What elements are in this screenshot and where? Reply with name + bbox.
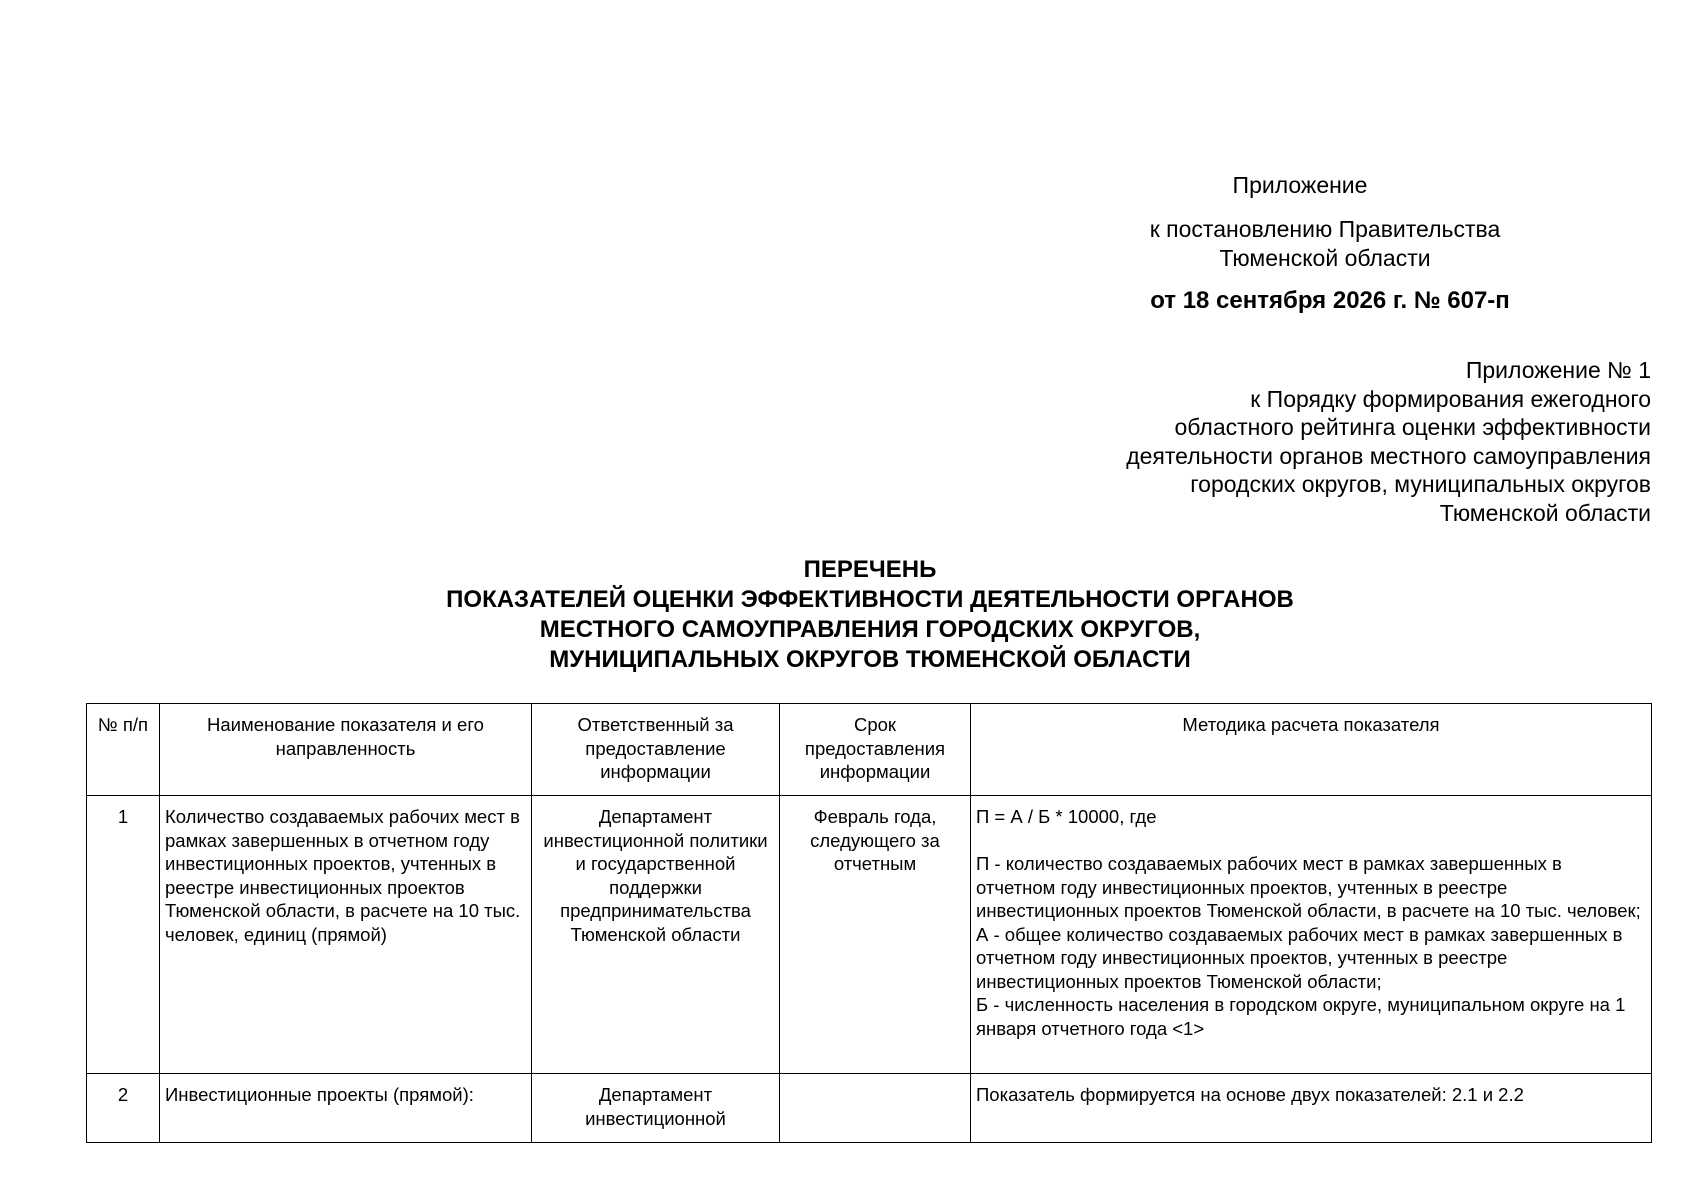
indicators-table	[86, 703, 1652, 1143]
calculation-method: Показатель формируется на основе двух показателей: 2.1 и 2.2	[971, 1074, 1652, 1143]
formula: П = А / Б * 10000, где	[976, 806, 1157, 827]
deadline: Февраль года, следующего за отчетным	[780, 796, 971, 1074]
column-header-method: Методика расчета показателя	[971, 704, 1652, 796]
responsible-department: Департамент инвестиционной	[532, 1074, 780, 1143]
resolution-line: Тюменской области	[1219, 245, 1431, 271]
appendix-line: Тюменской области	[1439, 499, 1651, 526]
appendix-line: Приложение № 1	[1465, 357, 1651, 383]
table-row	[87, 1074, 1652, 1143]
responsible-department: Департамент инвестиционной политики и государственной поддержки предпринимательства Тюменской области	[532, 796, 780, 1074]
title-line: ПОКАЗАТЕЛЕЙ ОЦЕНКИ ЭФФЕКТИВНОСТИ ДЕЯТЕЛЬНОСТИ ОРГАНОВ	[446, 586, 1294, 613]
indicator-name: Инвестиционные проекты (прямой):	[160, 1074, 532, 1143]
column-header-responsible: Ответственный за предоставление информации	[532, 704, 780, 796]
title-line: МУНИЦИПАЛЬНЫХ ОКРУГОВ ТЮМЕНСКОЙ ОБЛАСТИ	[549, 646, 1191, 673]
formula-definition-p: П - количество создаваемых рабочих мест в рамках завершенных в отчетном году инвестиционных проектов, учтенных в реестре инвестиционных проектов Тюменской области, в расчете на 10 тыс. человек;	[976, 853, 1641, 921]
table-header-row	[87, 704, 1652, 796]
column-header-deadline: Срок предоставления информации	[780, 704, 971, 796]
formula-definition-b: Б - численность населения в городском округе, муниципальном округе на 1 января отчетного года <1>	[976, 994, 1626, 1039]
resolution-line: к постановлению Правительства	[1149, 216, 1501, 242]
title-line: МЕСТНОГО САМОУПРАВЛЕНИЯ ГОРОДСКИХ ОКРУГОВ,	[539, 616, 1201, 643]
resolution-date: от 18 сентября 2026 г. № 607-п	[1150, 287, 1510, 314]
row-number: 2	[87, 1074, 160, 1143]
document-title	[300, 555, 1440, 675]
row-number: 1	[87, 796, 160, 1074]
indicator-name: Количество создаваемых рабочих мест в рамках завершенных в отчетном году инвестиционных проектов, учтенных в реестре инвестиционных проектов Тюменской области, в расчете на 10 тыс. человек, единиц (прямой)	[160, 796, 532, 1074]
column-header-number: № п/п	[87, 704, 160, 796]
appendix-1-reference	[951, 356, 1651, 527]
appendix-line: деятельности органов местного самоуправления	[1126, 442, 1651, 469]
resolution-reference	[1100, 215, 1550, 273]
appendix-line: областного рейтинга оценки эффективности	[1174, 414, 1651, 440]
formula-definition-a: А - общее количество создаваемых рабочих мест в рамках завершенных в отчетном году инвестиционных проектов, учтенных в реестре инвестиционных проектов Тюменской области;	[976, 923, 1623, 992]
table-row	[87, 796, 1652, 1074]
deadline	[780, 1074, 971, 1143]
column-header-name: Наименование показателя и его направленность	[160, 704, 532, 796]
appendix-line: к Порядку формирования ежегодного	[1250, 385, 1651, 412]
calculation-method	[971, 796, 1652, 1074]
appendix-line: городских округов, муниципальных округов	[1190, 471, 1651, 497]
appendix-label: Приложение	[1232, 172, 1368, 198]
title-line: ПЕРЕЧЕНЬ	[803, 556, 937, 583]
